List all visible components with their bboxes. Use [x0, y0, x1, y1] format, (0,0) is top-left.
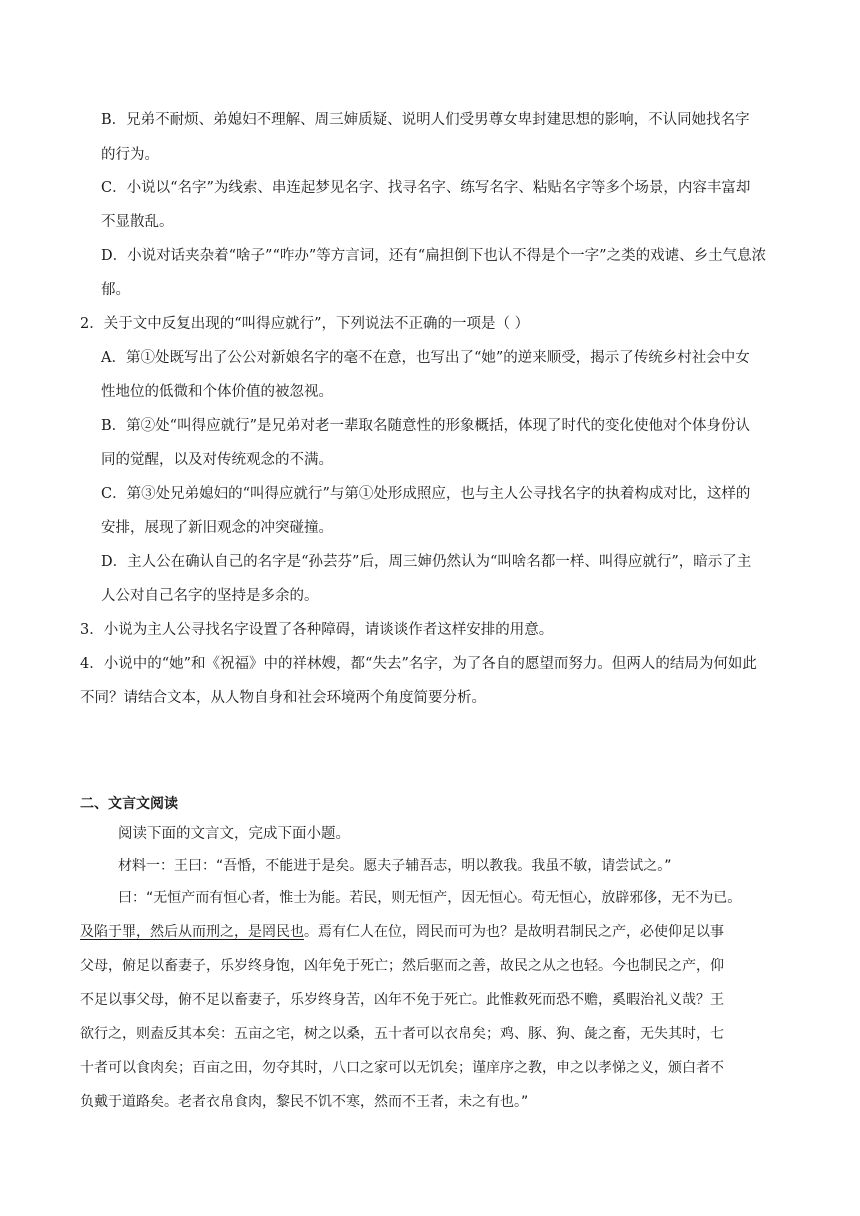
- q2-option-a-line1: A．第①处既写出了公公对新娘名字的毫不在意，也写出了“她”的逆来顺受，揭示了传统乡村社会中女: [101, 350, 750, 366]
- material1-line7: 十者可以食肉矣；百亩之田，勿夺其时，八口之家可以无饥矣；谨庠序之教，申之以孝悌之义，颁白者不: [80, 1060, 724, 1076]
- underlined-sentence: 及陷于罪，然后从而刑之，是罔民也: [80, 924, 304, 940]
- material1-line5: 不足以事父母，俯不足以畜妻子，乐岁终身苦，凶年不免于死亡。此惟救死而恐不赡，奚暇治礼义哉？王: [80, 992, 724, 1008]
- material1-line2: 曰：“无恒产而有恒心者，惟士为能。若民，则无恒产，因无恒心。苟无恒心，放辟邪侈，无不为已。: [118, 890, 742, 906]
- q1-option-c-line1: C．小说以“名字”为线索、串连起梦见名字、找寻名字、练写名字、粘贴名字等多个场景，内容丰富却: [101, 180, 751, 196]
- material1-line3-rest: 。焉有仁人在位，罔民而可为也？是故明君制民之产，必使仰足以事: [304, 924, 724, 940]
- section-intro: 阅读下面的文言文，完成下面小题。: [118, 826, 350, 842]
- q4-line1: 4．小说中的“她”和《祝福》中的祥林嫂，都“失去”名字，为了各自的愿望而努力。但两人的结局为何如此: [80, 656, 757, 672]
- q2-stem: 2．关于文中反复出现的“叫得应就行”，下列说法不正确的一项是（ ）: [80, 316, 530, 332]
- material1-line8: 负戴于道路矣。老者衣帛食肉，黎民不饥不寒，然而不王者，未之有也。”: [80, 1094, 529, 1110]
- q1-option-d-line2: 郁。: [101, 282, 130, 298]
- q2-option-d-line2: 人公对自己名字的坚持是多余的。: [101, 588, 319, 604]
- q1-option-b-line2: 的行为。: [101, 147, 159, 163]
- q3-question: 3．小说为主人公寻找名字设置了各种障碍，请谈谈作者这样安排的用意。: [80, 622, 554, 638]
- q2-option-c-line2: 安排，展现了新旧观念的冲突碰撞。: [101, 520, 333, 536]
- q1-option-b-line1: B．兄弟不耐烦、弟媳妇不理解、周三婶质疑、说明人们受男尊女卑封建思想的影响，不认同她找名字: [101, 112, 750, 128]
- q1-option-c-line2: 不显散乱。: [101, 214, 174, 230]
- q2-option-a-line2: 性地位的低微和个体价值的被忽视。: [101, 384, 333, 400]
- material1-line1: 材料一：王曰：“吾惛，不能进于是矣。愿夫子辅吾志，明以教我。我虽不敏，请尝试之。”: [118, 858, 672, 874]
- section-heading: 二、文言文阅读: [80, 796, 178, 812]
- material1-line6: 欲行之，则盍反其本矣：五亩之宅，树之以桑，五十者可以衣帛矣；鸡、豚、狗、彘之畜，无失其时，七: [80, 1026, 724, 1042]
- q2-option-b-line2: 同的觉醒，以及对传统观念的不满。: [101, 452, 333, 468]
- material1-line3: [80, 922, 724, 942]
- material1-line4: 父母，俯足以畜妻子，乐岁终身饱，凶年免于死亡；然后驱而之善，故民之从之也轻。今也制民之产，仰: [80, 958, 724, 974]
- q1-option-d-line1: D．小说对话夹杂着“啥子”“咋办”等方言词，还有“扁担倒下也认不得是个一字”之类的戏谑、乡土气息浓: [101, 248, 767, 264]
- q2-option-d-line1: D．主人公在确认自己的名字是“孙芸芬”后，周三婶仍然认为“叫啥名都一样、叫得应就行”，暗示了主: [101, 554, 752, 570]
- q2-option-c-line1: C．第③处兄弟媳妇的“叫得应就行”与第①处形成照应，也与主人公寻找名字的执着构成对比，这样的: [101, 486, 751, 502]
- q4-line2: 不同？请结合文本，从人物自身和社会环境两个角度简要分析。: [80, 690, 486, 706]
- q2-option-b-line1: B．第②处“叫得应就行”是兄弟对老一辈取名随意性的形象概括，体现了时代的变化使他对个体身份认: [101, 418, 750, 434]
